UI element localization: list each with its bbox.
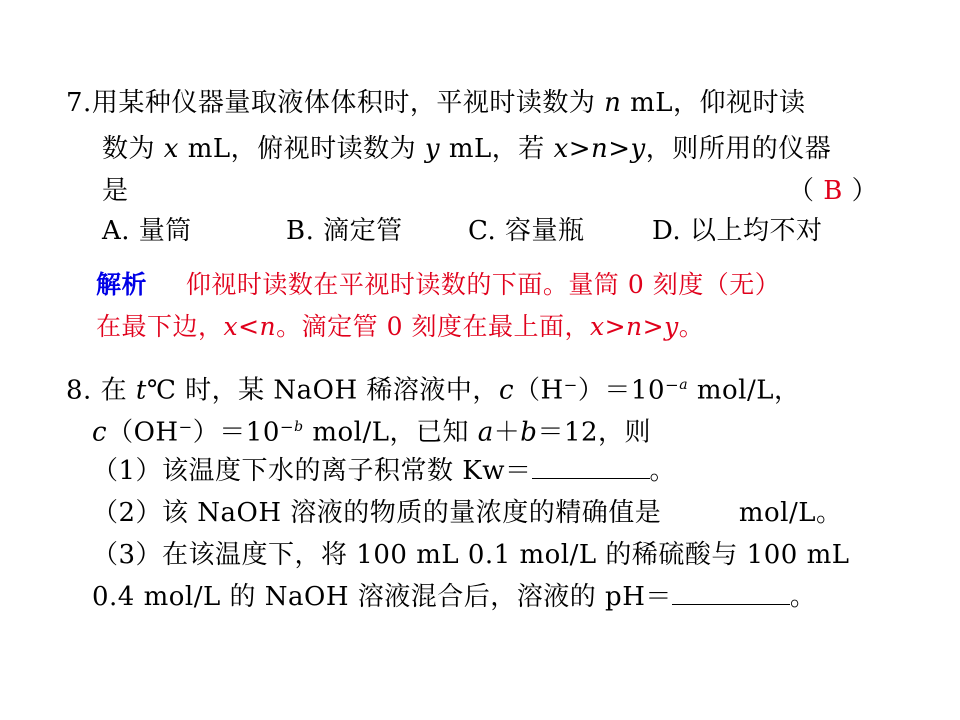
option-c: C. 容量瓶 xyxy=(468,216,585,246)
q8-text: ＝12，则 xyxy=(537,417,652,448)
plus-sign: ＋ xyxy=(493,417,521,448)
answer-blank-3[interactable] xyxy=(672,582,790,605)
var-c: c xyxy=(498,375,514,406)
q8-text: （H⁻）＝10⁻ xyxy=(514,375,680,406)
q7-number: 7. xyxy=(66,88,92,118)
q8-text: （1）该温度下水的离子积常数 Kw＝ xyxy=(92,456,532,486)
q8-text: 在 xyxy=(100,375,128,406)
q7-text: mL，俯视时读数为 xyxy=(187,134,417,164)
q8-sub-1 xyxy=(92,456,676,486)
q8-text: 。 xyxy=(789,582,817,612)
q7-line-1 xyxy=(66,88,806,118)
analysis-label: 解析 xyxy=(96,270,148,299)
analysis-cond-2: x>n>y xyxy=(589,312,679,341)
q8-text: 。 xyxy=(649,456,677,486)
var-a: a xyxy=(477,417,494,448)
q8-line-1 xyxy=(66,370,801,406)
q8-text: （2）该 NaOH 溶液的物质的量浓度的精确值是 xyxy=(92,498,662,528)
condition: x>n>y xyxy=(553,134,646,164)
q8-text: mol/L。 xyxy=(738,498,843,528)
option-d: D. 以上均不对 xyxy=(652,216,823,246)
analysis-line-1 xyxy=(96,270,780,300)
q7-text: ，则所用的仪器 xyxy=(645,134,832,164)
q8-line-2 xyxy=(92,412,651,448)
analysis-text: 仰视时读数在平视时读数的下面。量筒 0 刻度（无） xyxy=(185,270,781,299)
q8-text: 0.4 mol/L 的 NaOH 溶液混合后，溶液的 pH＝ xyxy=(92,582,672,612)
q8-text: （3）在该温度下，将 100 mL 0.1 mol/L 的稀硫酸与 100 mL xyxy=(92,540,850,570)
analysis-line-2 xyxy=(96,312,704,342)
option-a: A. 量筒 xyxy=(102,216,192,246)
analysis-text: 。 xyxy=(678,312,705,341)
analysis-text: 在最下边， xyxy=(96,312,224,341)
q8-sub-3-line-1 xyxy=(92,540,849,570)
var-n: n xyxy=(604,88,622,118)
q8-sub-2 xyxy=(92,498,843,528)
q8-text: mol/L， xyxy=(688,375,801,406)
q7-text: mL，仰视时读 xyxy=(630,88,806,118)
answer-paren-open: （ xyxy=(788,176,815,206)
analysis-text: 。滴定管 0 刻度在最上面， xyxy=(276,312,590,341)
q7-text: 数为 xyxy=(102,134,156,164)
var-b: b xyxy=(520,417,538,448)
q8-sub-3-line-2 xyxy=(92,582,816,612)
q7-line-3 xyxy=(102,176,129,206)
q7-text: 用某种仪器量取液体体积时，平视时读数为 xyxy=(91,88,596,118)
q8-text: mol/L，已知 xyxy=(303,417,469,448)
answer-letter: B xyxy=(823,176,843,206)
q7-line-2 xyxy=(102,134,831,164)
exponent-a: a xyxy=(679,377,689,393)
exponent-b: b xyxy=(294,419,304,435)
analysis-cond-1: x<n xyxy=(223,312,277,341)
q7-text: mL，若 xyxy=(448,134,545,164)
q8-text: ℃ 时，某 NaOH 稀溶液中， xyxy=(146,375,499,406)
answer-blank-1[interactable] xyxy=(532,456,650,479)
q7-answer xyxy=(788,176,878,206)
var-t: t xyxy=(135,375,147,406)
answer-paren-close: ） xyxy=(851,176,879,206)
q8-number: 8. xyxy=(66,375,92,406)
var-c: c xyxy=(92,417,108,448)
q8-text: （OH⁻）＝10⁻ xyxy=(107,417,295,448)
option-b: B. 滴定管 xyxy=(286,216,403,246)
q7-text: 是 xyxy=(102,176,129,206)
var-y: y xyxy=(424,134,441,164)
var-x: x xyxy=(163,134,179,164)
